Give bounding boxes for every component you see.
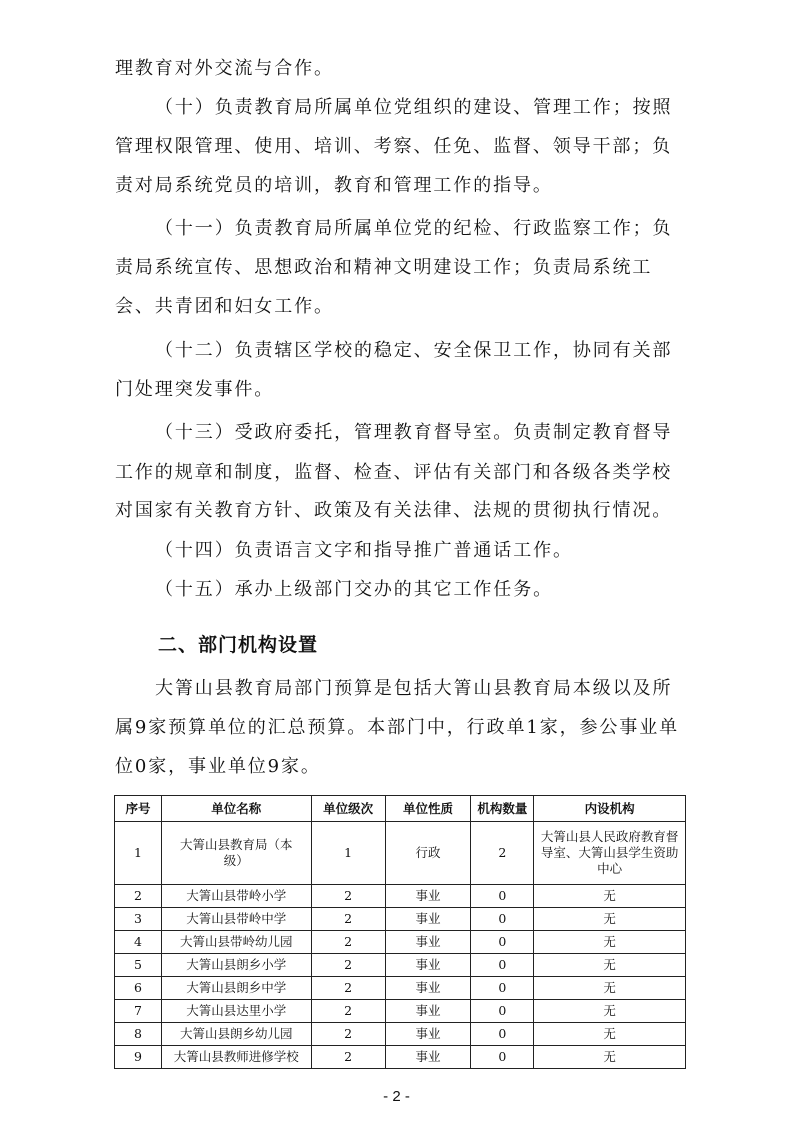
table-cell: 2: [471, 822, 534, 885]
text-line: 大箐山县教育局部门预算是包括大箐山县教育局本级以及所: [155, 678, 673, 699]
table-header-row: [115, 796, 686, 822]
text-line: （十一）负责教育局所属单位党的纪检、行政监察工作；负: [155, 218, 673, 239]
text-line: （十二）负责辖区学校的稳定、安全保卫工作，协同有关部: [155, 340, 673, 361]
table-row: [115, 931, 686, 954]
page-number: - 2 -: [383, 1088, 410, 1105]
table-cell: 0: [471, 1046, 534, 1069]
table-cell: 事业: [385, 1046, 471, 1069]
table-cell: 0: [471, 908, 534, 931]
table-row: [115, 1023, 686, 1046]
table-cell: 2: [311, 931, 385, 954]
table-cell: 9: [115, 1046, 162, 1069]
text-line: 位0家，事业单位9家。: [115, 756, 321, 777]
table-cell: 大箐山县带岭幼儿园: [161, 931, 311, 954]
table-row: [115, 1046, 686, 1069]
table-cell: 无: [534, 931, 686, 954]
table-cell: 2: [311, 954, 385, 977]
table-cell: 大箐山县达里小学: [161, 1000, 311, 1023]
table-cell: 大箐山县朗乡小学: [161, 954, 311, 977]
column-header: 单位性质: [385, 796, 471, 822]
table-cell: 0: [471, 1000, 534, 1023]
text-line: 门处理突发事件。: [115, 379, 275, 400]
table-row: [115, 1000, 686, 1023]
table-cell: 大箐山县朗乡幼儿园: [161, 1023, 311, 1046]
table-cell: 6: [115, 977, 162, 1000]
text-line: （十五）承办上级部门交办的其它工作任务。: [155, 579, 553, 600]
table-cell: 2: [311, 885, 385, 908]
table-cell: 行政: [385, 822, 471, 885]
table-cell: 0: [471, 931, 534, 954]
table-cell: 0: [471, 954, 534, 977]
table-cell: 2: [311, 977, 385, 1000]
table-cell: 2: [311, 908, 385, 931]
table-cell: 事业: [385, 1023, 471, 1046]
table-cell: 0: [471, 1023, 534, 1046]
table-cell: 无: [534, 885, 686, 908]
text-line: 管理权限管理、使用、培训、考察、任免、监督、领导干部；负: [115, 136, 673, 157]
table-cell: 事业: [385, 908, 471, 931]
text-line: 属9家预算单位的汇总预算。本部门中，行政单1家，参公事业单: [115, 717, 680, 738]
column-header: 机构数量: [471, 796, 534, 822]
table-cell: 无: [534, 1000, 686, 1023]
table-cell: 大箐山县教育局（本级）: [161, 822, 311, 885]
column-header: 单位名称: [161, 796, 311, 822]
table-row: [115, 977, 686, 1000]
table-cell: 0: [471, 885, 534, 908]
table-cell: 0: [471, 977, 534, 1000]
table-cell: 7: [115, 1000, 162, 1023]
table-row: [115, 908, 686, 931]
table-cell: 大箐山县人民政府教育督导室、大箐山县学生资助中心: [534, 822, 686, 885]
text-line: （十）负责教育局所属单位党组织的建设、管理工作；按照: [155, 97, 673, 118]
column-header: 内设机构: [534, 796, 686, 822]
table-cell: 4: [115, 931, 162, 954]
table-cell: 5: [115, 954, 162, 977]
table-cell: 2: [311, 1046, 385, 1069]
table-cell: 无: [534, 1023, 686, 1046]
table-cell: 2: [311, 1000, 385, 1023]
text-line: 责对局系统党员的培训，教育和管理工作的指导。: [115, 175, 553, 196]
table-cell: 事业: [385, 1000, 471, 1023]
text-line: 工作的规章和制度，监督、检查、评估有关部门和各级各类学校: [115, 462, 673, 483]
table-cell: 事业: [385, 931, 471, 954]
section-heading: 二、部门机构设置: [158, 634, 319, 656]
table-cell: 无: [534, 954, 686, 977]
table-cell: 大箐山县带岭中学: [161, 908, 311, 931]
table-cell: 2: [311, 1023, 385, 1046]
table-cell: 1: [311, 822, 385, 885]
text-line: 理教育对外交流与合作。: [115, 58, 334, 79]
table-cell: 1: [115, 822, 162, 885]
text-line: 对国家有关教育方针、政策及有关法律、法规的贯彻执行情况。: [115, 500, 673, 521]
table-cell: 3: [115, 908, 162, 931]
text-line: 会、共青团和妇女工作。: [115, 296, 334, 317]
text-line: （十三）受政府委托，管理教育督导室。负责制定教育督导: [155, 422, 673, 443]
table-cell: 事业: [385, 977, 471, 1000]
table-cell: 无: [534, 977, 686, 1000]
table-cell: 事业: [385, 954, 471, 977]
table-cell: 2: [115, 885, 162, 908]
table-cell: 大箐山县带岭小学: [161, 885, 311, 908]
column-header: 单位级次: [311, 796, 385, 822]
table-row: [115, 954, 686, 977]
unit-table: [114, 795, 686, 1069]
table-cell: 大箐山县教师进修学校: [161, 1046, 311, 1069]
table-row: [115, 822, 686, 885]
column-header: 序号: [115, 796, 162, 822]
table-cell: 大箐山县朗乡中学: [161, 977, 311, 1000]
text-line: （十四）负责语言文字和指导推广普通话工作。: [155, 540, 573, 561]
table-cell: 事业: [385, 885, 471, 908]
table-row: [115, 885, 686, 908]
table-cell: 无: [534, 908, 686, 931]
table-cell: 8: [115, 1023, 162, 1046]
text-line: 责局系统宣传、思想政治和精神文明建设工作；负责局系统工: [115, 257, 653, 278]
table-cell: 无: [534, 1046, 686, 1069]
